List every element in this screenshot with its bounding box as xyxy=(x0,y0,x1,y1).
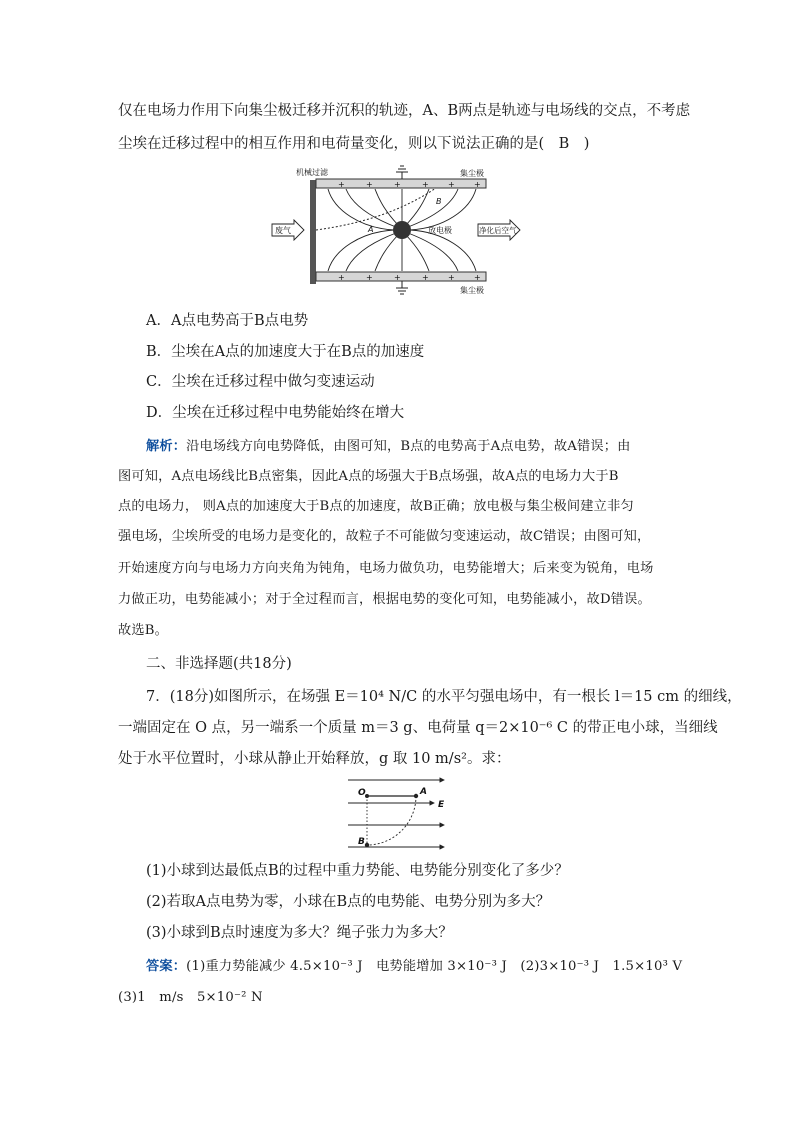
section-heading: 二、非选择题(共18分) xyxy=(146,656,292,672)
svg-text:+: + xyxy=(422,273,429,282)
q7-line-1: 7．(18分)如图所示，在场强 E＝10⁴ N/C 的水平匀强电场中，有一根长 l＝15 cm 的细线， xyxy=(146,689,742,705)
clean-air-label: 净化后空气 xyxy=(479,226,517,235)
svg-text:+: + xyxy=(366,180,373,189)
filter-label: 机械过滤 xyxy=(296,168,328,177)
solution-line-7: 故选B。 xyxy=(118,623,169,638)
point-a-label: A xyxy=(368,225,374,234)
solution-label: 解析： xyxy=(146,439,187,454)
option-c: C．尘埃在迁移过程中做匀变速运动 xyxy=(146,374,375,390)
svg-text:+: + xyxy=(474,180,481,189)
answer-line-2: (3)1 m/s 5×10⁻² N xyxy=(118,990,263,1005)
svg-text:+: + xyxy=(366,273,373,282)
solution-line-4: 强电场，尘埃所受的电场力是变化的，故粒子不可能做匀变速运动，故C错误；由图可知， xyxy=(118,529,651,544)
solution-line-3: 点的电场力， 则A点的加速度大于B点的加速度，故B正确；放电极与集尘极间建立非匀 xyxy=(118,499,634,514)
svg-text:+: + xyxy=(394,273,401,282)
svg-text:+: + xyxy=(394,180,401,189)
svg-text:+: + xyxy=(338,273,345,282)
dust-trajectory xyxy=(316,188,436,230)
point-o-label: O xyxy=(358,788,366,798)
discharge-electrode xyxy=(393,221,411,239)
solution-line-6: 力做正功，电势能减小；对于全过程而言，根据电势的变化可知，电势能减小，故D错误。 xyxy=(118,592,651,607)
q7-line-2: 一端固定在 O 点，另一端系一个质量 m＝3 g、电荷量 q＝2×10⁻⁶ C 的带正电小球，当细线 xyxy=(118,720,718,736)
q7-line-3: 处于水平位置时，小球从静止开始释放，g 取 10 m/s²。求： xyxy=(118,751,511,767)
solution-line-5: 开始速度方向与电场力方向夹角为钝角，电场力做负功，电势能增大；后来变为锐角，电场 xyxy=(118,561,654,576)
intro-line-2: 尘埃在迁移过程中的相互作用和电荷量变化，则以下说法正确的是( B ) xyxy=(118,136,590,152)
svg-text:+: + xyxy=(448,180,455,189)
precipitator-figure xyxy=(270,162,530,296)
solution-line-1: 解析：沿电场线方向电势降低，由图可知，B点的电势高于A点电势，故A错误；由 xyxy=(146,439,631,454)
svg-text:+: + xyxy=(338,180,345,189)
svg-text:+: + xyxy=(422,180,429,189)
option-d: D．尘埃在迁移过程中电势能始终在增大 xyxy=(146,405,405,421)
point-b2-label: B xyxy=(358,837,365,847)
intro-line-1: 仅在电场力作用下向集尘极迁移并沉积的轨迹，A、B两点是轨迹与电场线的交点，不考虑 xyxy=(118,103,691,119)
point-b-label: B xyxy=(436,197,442,206)
option-a: A．A点电势高于B点电势 xyxy=(146,313,309,329)
field-e-label: E xyxy=(438,800,445,810)
solution-line-2: 图可知，A点电场线比B点密集，因此A点的场强大于B点场强，故A点的电场力大于B xyxy=(118,469,619,484)
exhaust-label: 废气 xyxy=(275,226,291,235)
answer-line-1: 答案：(1)重力势能减少 4.5×10⁻³ J 电势能增加 3×10⁻³ J (2)3×10⁻³ J 1.5×10³ V xyxy=(146,959,683,974)
bottom-collector-label: 集尘极 xyxy=(460,286,484,295)
svg-text:+: + xyxy=(448,273,455,282)
filter-bar xyxy=(310,180,316,284)
svg-text:+: + xyxy=(474,273,481,282)
subq-1: (1)小球到达最低点B的过程中重力势能、电势能分别变化了多少？ xyxy=(146,863,569,879)
pendulum-figure xyxy=(340,774,452,854)
answer-label: 答案： xyxy=(146,959,187,974)
subq-3: (3)小球到B点时速度为多大？绳子张力为多大？ xyxy=(146,925,453,941)
subq-2: (2)若取A点电势为零，小球在B点的电势能、电势分别为多大？ xyxy=(146,894,551,910)
option-b: B．尘埃在A点的加速度大于在B点的加速度 xyxy=(146,344,425,360)
discharge-electrode-label: 放电极 xyxy=(428,226,452,235)
point-a2-label: A xyxy=(420,787,427,797)
top-collector-label: 集尘极 xyxy=(460,169,484,178)
